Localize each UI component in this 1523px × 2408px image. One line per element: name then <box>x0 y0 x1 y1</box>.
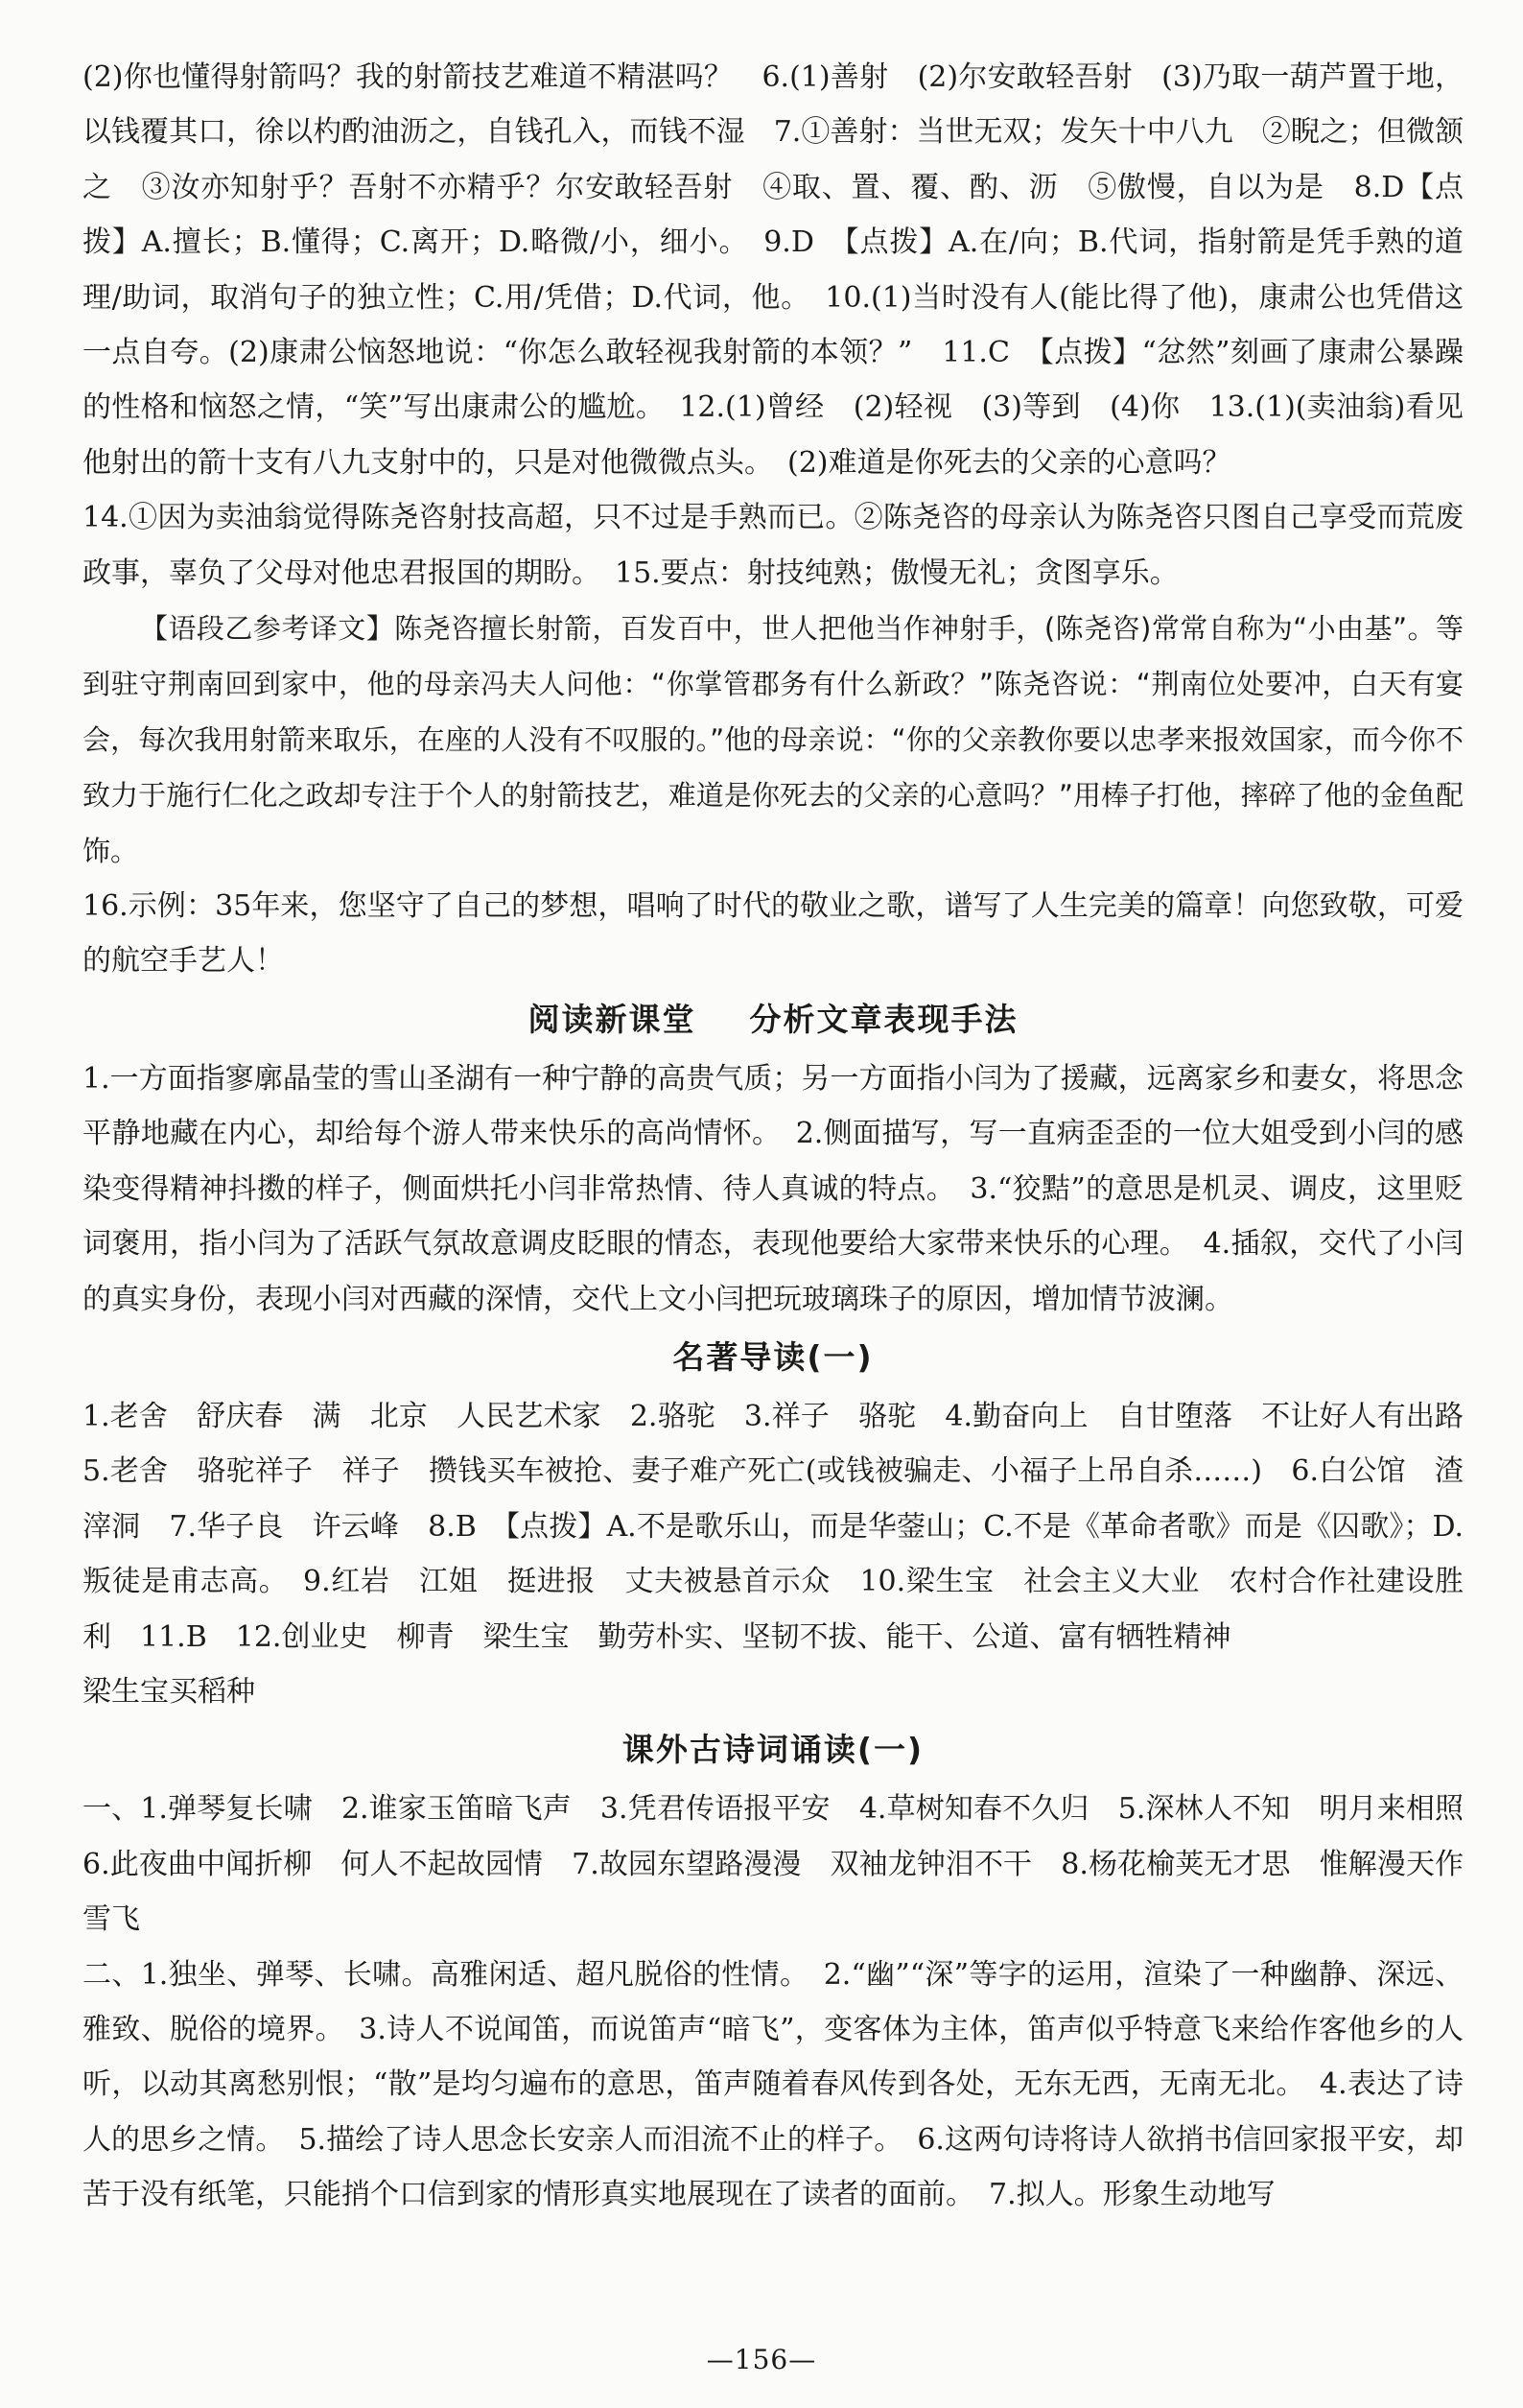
answer-paragraph-16: 16.示例：35年来，您坚守了自己的梦想，唱响了时代的敬业之歌，谱写了人生完美的篇章！向您致敬，可爱的航空手艺人！ <box>82 889 1464 979</box>
classics-answers-tail: 梁生宝买稻种 <box>82 1674 255 1709</box>
page-number: —156— <box>706 2344 817 2375</box>
poetry-answers-part1: 一、1.弹琴复长啸 2.谁家玉笛暗飞声 3.凭君传语报平安 4.草树知春不久归 5.深林人不知 明月来相照 6.此夜曲中闻折柳 何人不起故园情 7.故园东望路漫漫 双袖龙钟泪不干 8.杨花榆荚无才思 惟解漫天作雪飞 <box>82 1792 1492 1937</box>
poetry-answers-part2: 二、1.独坐、弹琴、长啸。高雅闲适、超凡脱俗的性情。 2.“幽”“深”等字的运用，渲染了一种幽静、深远、雅致、脱俗的境界。 3.诗人不说闻笛，而说笛声“暗飞”，变客体为主体，笛声似乎特意飞来给作客他乡的人听，以动其离愁别恨；“散”是均匀遍布的意思，笛声随着春风传到各处，无东无西，无南无北。 4.表达了诗人的思乡之情。 5.描绘了诗人思念长安亲人而泪流不止的样子。 6.这两句诗将诗人欲捎书信回家报平安，却苦于没有纸笔，只能捎个口信到家的情形真实地展现在了读者的面前。 7.拟人。形象生动地写 <box>82 1957 1464 2212</box>
reading-answers: 1.一方面指寥廓晶莹的雪山圣湖有一种宁静的高贵气质；另一方面指小闫为了援藏，远离家乡和妻女，将思念平静地藏在内心，却给每个游人带来快乐的高尚情怀。 2.侧面描写，写一直病歪歪的一位大姐受到小闫的感染变得精神抖擞的样子，侧面烘托小闫非常热情、待人真诚的特点。 3.“狡黠”的意思是机灵、调皮，这里贬词褒用，指小闫为了活跃气氛故意调皮眨眼的情态，表现他要给大家带来快乐的心理。 4.插叙，交代了小闫的真实身份，表现小闫对西藏的深情，交代上文小闫把玩玻璃珠子的原因，增加情节波澜。 <box>82 1061 1464 1316</box>
section-heading-reading-right: 分析文章表现手法 <box>749 1000 1019 1038</box>
translation-paragraph: 【语段乙参考译文】陈尧咨擅长射箭，百发百中，世人把他当作神射手，(陈尧咨)常常自称为“小由基”。等到驻守荆南回到家中，他的母亲冯夫人问他：“你掌管郡务有什么新政？”陈尧咨说：“荆南位处要冲，白天有宴会，每次我用射箭来取乐，在座的人没有不叹服的。”他的母亲说：“你的父亲教你要以忠孝来报效国家，而今你不致力于施行仁化之政却专注于个人的射箭技艺，难道是你死去的父亲的心意吗？”用棒子打他，摔碎了他的金鱼配饰。 <box>82 612 1464 868</box>
section-heading-poetry: 课外古诗词诵读(一) <box>621 1731 925 1769</box>
classics-answers: 1.老舍 舒庆春 满 北京 人民艺术家 2.骆驼 3.祥子 骆驼 4.勤奋向上 自甘堕落 不让好人有出路 5.老舍 骆驼祥子 祥子 攒钱买车被抢、妻子难产死亡(或钱被骗走、小福子上吊自杀……) 6.白公馆 渣滓洞 7.华子良 许云峰 8.B 【点拨】A.不是歌乐山，而是华蓥山；C.不是《革命者歌》而是《囚歌》；D.叛徒是甫志高。 9.红岩 江姐 挺进报 丈夫被悬首示众 10.梁生宝 社会主义大业 农村合作社建设胜利 11.B 12.创业史 柳青 梁生宝 勤劳朴实、坚韧不拔、能干、公道、富有牺牲精神 <box>82 1399 1492 1654</box>
answer-paragraph-1: (2)你也懂得射箭吗？我的射箭技艺难道不精湛吗？ 6.(1)善射 (2)尔安敢轻吾射 (3)乃取一葫芦置于地，以钱覆其口，徐以杓酌油沥之，自钱孔入，而钱不湿 7.①善射：当世无双；发矢十中八九 ②睨之；但微颔之 ③汝亦知射乎？吾射不亦精乎？尔安敢轻吾射 ④取、置、覆、酌、沥 ⑤傲慢，自以为是 8.D【点拨】A.擅长；B.懂得；C.离开；D.略微/小，细小。 9.D 【点拨】A.在/向；B.代词，指射箭是凭手熟的道理/助词，取消句子的独立性；C.用/凭借；D.代词，他。 10.(1)当时没有人(能比得了他)，康肃公也凭借这一点自夸。(2)康肃公恼怒地说：“你怎么敢轻视我射箭的本领？” 11.C 【点拨】“忿然”刻画了康肃公暴躁的性格和恼怒之情，“笑”写出康肃公的尴尬。 12.(1)曾经 (2)轻视 (3)等到 (4)你 13.(1)(卖油翁)看见他射出的箭十支有八九支射中的，只是对他微微点头。 (2)难道是你死去的父亲的心意吗？ <box>82 60 1464 480</box>
answer-paragraph-2: 14.①因为卖油翁觉得陈尧咨射技高超，只不过是手熟而已。②陈尧咨的母亲认为陈尧咨只图自己享受而荒废政事，辜负了父母对他忠君报国的期盼。 15.要点：射技纯熟；傲慢无礼；贪图享乐。 <box>82 501 1464 590</box>
section-heading-reading <box>82 1001 1464 1039</box>
section-heading-reading-left: 阅读新课堂 <box>527 1000 696 1038</box>
section-heading-classics: 名著导读(一) <box>672 1337 874 1376</box>
